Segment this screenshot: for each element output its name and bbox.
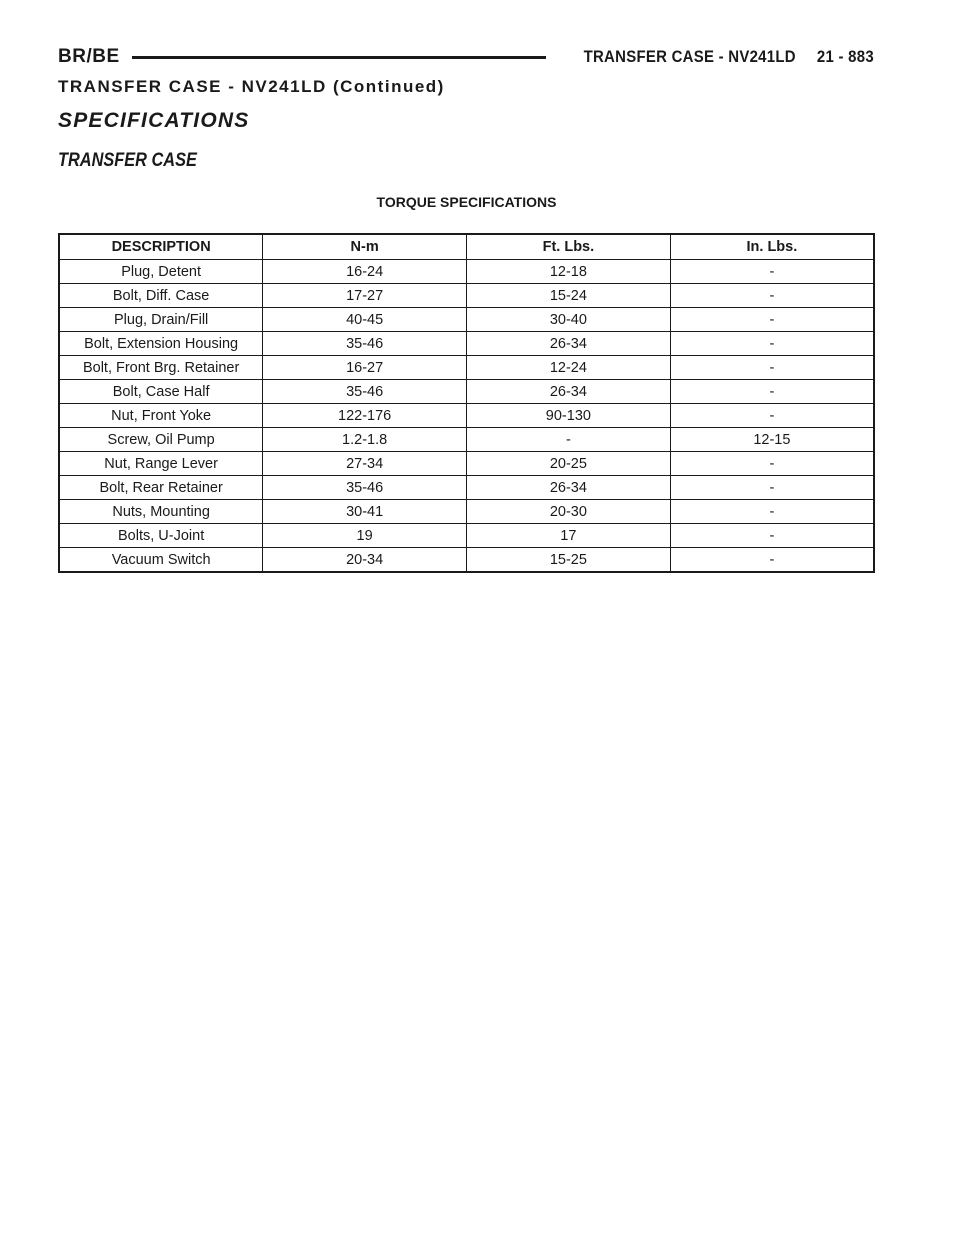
header-page-number: 21 - 883 — [816, 47, 874, 66]
table-cell: 15-24 — [467, 284, 671, 308]
table-cell: 20-25 — [467, 452, 671, 476]
section-title: SPECIFICATIONS — [58, 109, 250, 132]
table-row — [59, 284, 874, 308]
table-cell: 90-130 — [467, 404, 671, 428]
table-cell: Bolt, Extension Housing — [59, 332, 263, 356]
table-cell: 12-15 — [670, 428, 874, 452]
table-cell: 26-34 — [467, 476, 671, 500]
table-cell: 26-34 — [467, 380, 671, 404]
table-cell: 12-24 — [467, 356, 671, 380]
table-cell: Nuts, Mounting — [59, 500, 263, 524]
table-cell: 17-27 — [263, 284, 467, 308]
table-row — [59, 500, 874, 524]
table-cell: 26-34 — [467, 332, 671, 356]
table-cell: - — [670, 332, 874, 356]
table-row — [59, 428, 874, 452]
table-cell: Plug, Detent — [59, 260, 263, 284]
table-cell: Bolts, U-Joint — [59, 524, 263, 548]
table-cell: - — [670, 524, 874, 548]
table-cell: - — [670, 308, 874, 332]
table-cell: 35-46 — [263, 380, 467, 404]
column-header: DESCRIPTION — [59, 234, 263, 260]
table-cell: 20-34 — [263, 548, 467, 573]
table-cell: 35-46 — [263, 332, 467, 356]
table-cell: - — [467, 428, 671, 452]
table-row — [59, 332, 874, 356]
table-cell: Screw, Oil Pump — [59, 428, 263, 452]
table-cell: 16-27 — [263, 356, 467, 380]
torque-spec-table — [58, 233, 875, 573]
table-cell: Bolt, Front Brg. Retainer — [59, 356, 263, 380]
table-cell: Bolt, Rear Retainer — [59, 476, 263, 500]
table-row — [59, 476, 874, 500]
subsection-title: TRANSFER CASE — [58, 150, 197, 171]
table-cell: Nut, Range Lever — [59, 452, 263, 476]
table-cell: 40-45 — [263, 308, 467, 332]
table-row — [59, 260, 874, 284]
table-cell: Bolt, Case Half — [59, 380, 263, 404]
table-cell: - — [670, 500, 874, 524]
table-cell: - — [670, 380, 874, 404]
table-cell: 16-24 — [263, 260, 467, 284]
table-cell: Vacuum Switch — [59, 548, 263, 573]
header-right — [584, 47, 874, 67]
header-chapter: TRANSFER CASE - NV241LD — [583, 47, 796, 66]
table-cell: - — [670, 452, 874, 476]
table-cell: 12-18 — [467, 260, 671, 284]
table-row — [59, 308, 874, 332]
table-cell: - — [670, 356, 874, 380]
table-cell: Bolt, Diff. Case — [59, 284, 263, 308]
table-cell: - — [670, 284, 874, 308]
table-title: TORQUE SPECIFICATIONS — [376, 194, 557, 210]
continued-title: TRANSFER CASE - NV241LD (Continued) — [58, 77, 445, 96]
table-cell: Plug, Drain/Fill — [59, 308, 263, 332]
table-row — [59, 524, 874, 548]
table-cell: - — [670, 260, 874, 284]
table-cell: 27-34 — [263, 452, 467, 476]
table-cell: 122-176 — [263, 404, 467, 428]
table-cell: 19 — [263, 524, 467, 548]
table-cell: 30-40 — [467, 308, 671, 332]
table-cell: 30-41 — [263, 500, 467, 524]
table-cell: 35-46 — [263, 476, 467, 500]
table-body — [59, 260, 874, 573]
table-cell: 20-30 — [467, 500, 671, 524]
table-row — [59, 380, 874, 404]
table-row — [59, 404, 874, 428]
header-model: BR/BE — [58, 46, 120, 67]
table-cell: - — [670, 476, 874, 500]
table-cell: - — [670, 548, 874, 573]
table-row — [59, 356, 874, 380]
table-row — [59, 452, 874, 476]
table-cell: - — [670, 404, 874, 428]
table-cell: Nut, Front Yoke — [59, 404, 263, 428]
table-header-row — [59, 234, 874, 260]
header-rule — [132, 56, 546, 59]
table-row — [59, 548, 874, 573]
table-cell: 15-25 — [467, 548, 671, 573]
column-header: N-m — [263, 234, 467, 260]
table-cell: 1.2-1.8 — [263, 428, 467, 452]
column-header: Ft. Lbs. — [467, 234, 671, 260]
column-header: In. Lbs. — [670, 234, 874, 260]
table-cell: 17 — [467, 524, 671, 548]
